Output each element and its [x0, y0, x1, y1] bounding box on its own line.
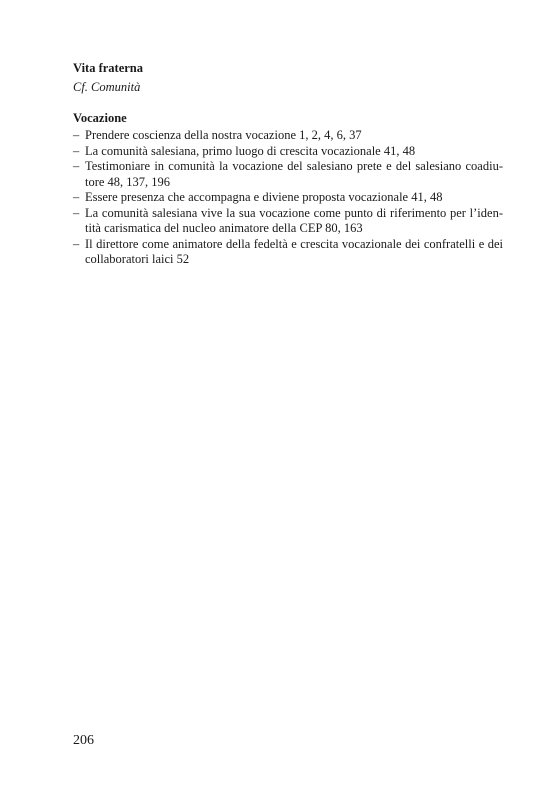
- index-entry: [73, 144, 503, 160]
- section-heading-vocazione: Vocazione: [73, 111, 127, 125]
- section-vocazione: [73, 110, 503, 268]
- index-entry: [73, 206, 503, 237]
- dash-bullet: –: [73, 128, 80, 142]
- index-entry: [73, 128, 503, 144]
- dash-bullet: –: [73, 143, 80, 158]
- dash-bullet: –: [73, 190, 80, 204]
- index-entry-text: Prendere coscienza della nostra vocazione 1, 2, 4, 6, 37: [85, 128, 362, 142]
- dash-bullet: –: [73, 236, 80, 251]
- index-entry: [73, 237, 503, 268]
- section-heading-vita-fraterna: Vita fraterna: [73, 61, 143, 75]
- index-entry-text: La comunità salesiana, primo luogo di crescita vocazionale 41, 48: [85, 143, 416, 158]
- section-vita-fraterna: [73, 60, 503, 95]
- index-entry-list: [73, 128, 503, 268]
- dash-bullet: –: [73, 205, 80, 220]
- index-entry-text: Essere presenza che accompagna e diviene proposta vocazionale 41, 48: [85, 190, 443, 204]
- index-entry-text: Testimoniare in comunità la vocazione del salesiano prete e del salesiano coadiu-tore 48, 137, 196: [85, 159, 503, 189]
- dash-bullet: –: [73, 159, 80, 173]
- cross-reference: Cf. Comunità: [73, 80, 141, 94]
- index-entry: [73, 159, 503, 190]
- index-entry-text: La comunità salesiana vive la sua vocazione come punto di riferimento per l’iden-tità carismatica del nucleo animatore della CEP 80, 163: [85, 205, 503, 235]
- index-entry-text: Il direttore come animatore della fedeltà e crescita vocazionale dei confratelli e dei collaboratori laici 52: [85, 236, 503, 266]
- page-number: 206: [73, 733, 94, 748]
- index-entry: [73, 190, 503, 206]
